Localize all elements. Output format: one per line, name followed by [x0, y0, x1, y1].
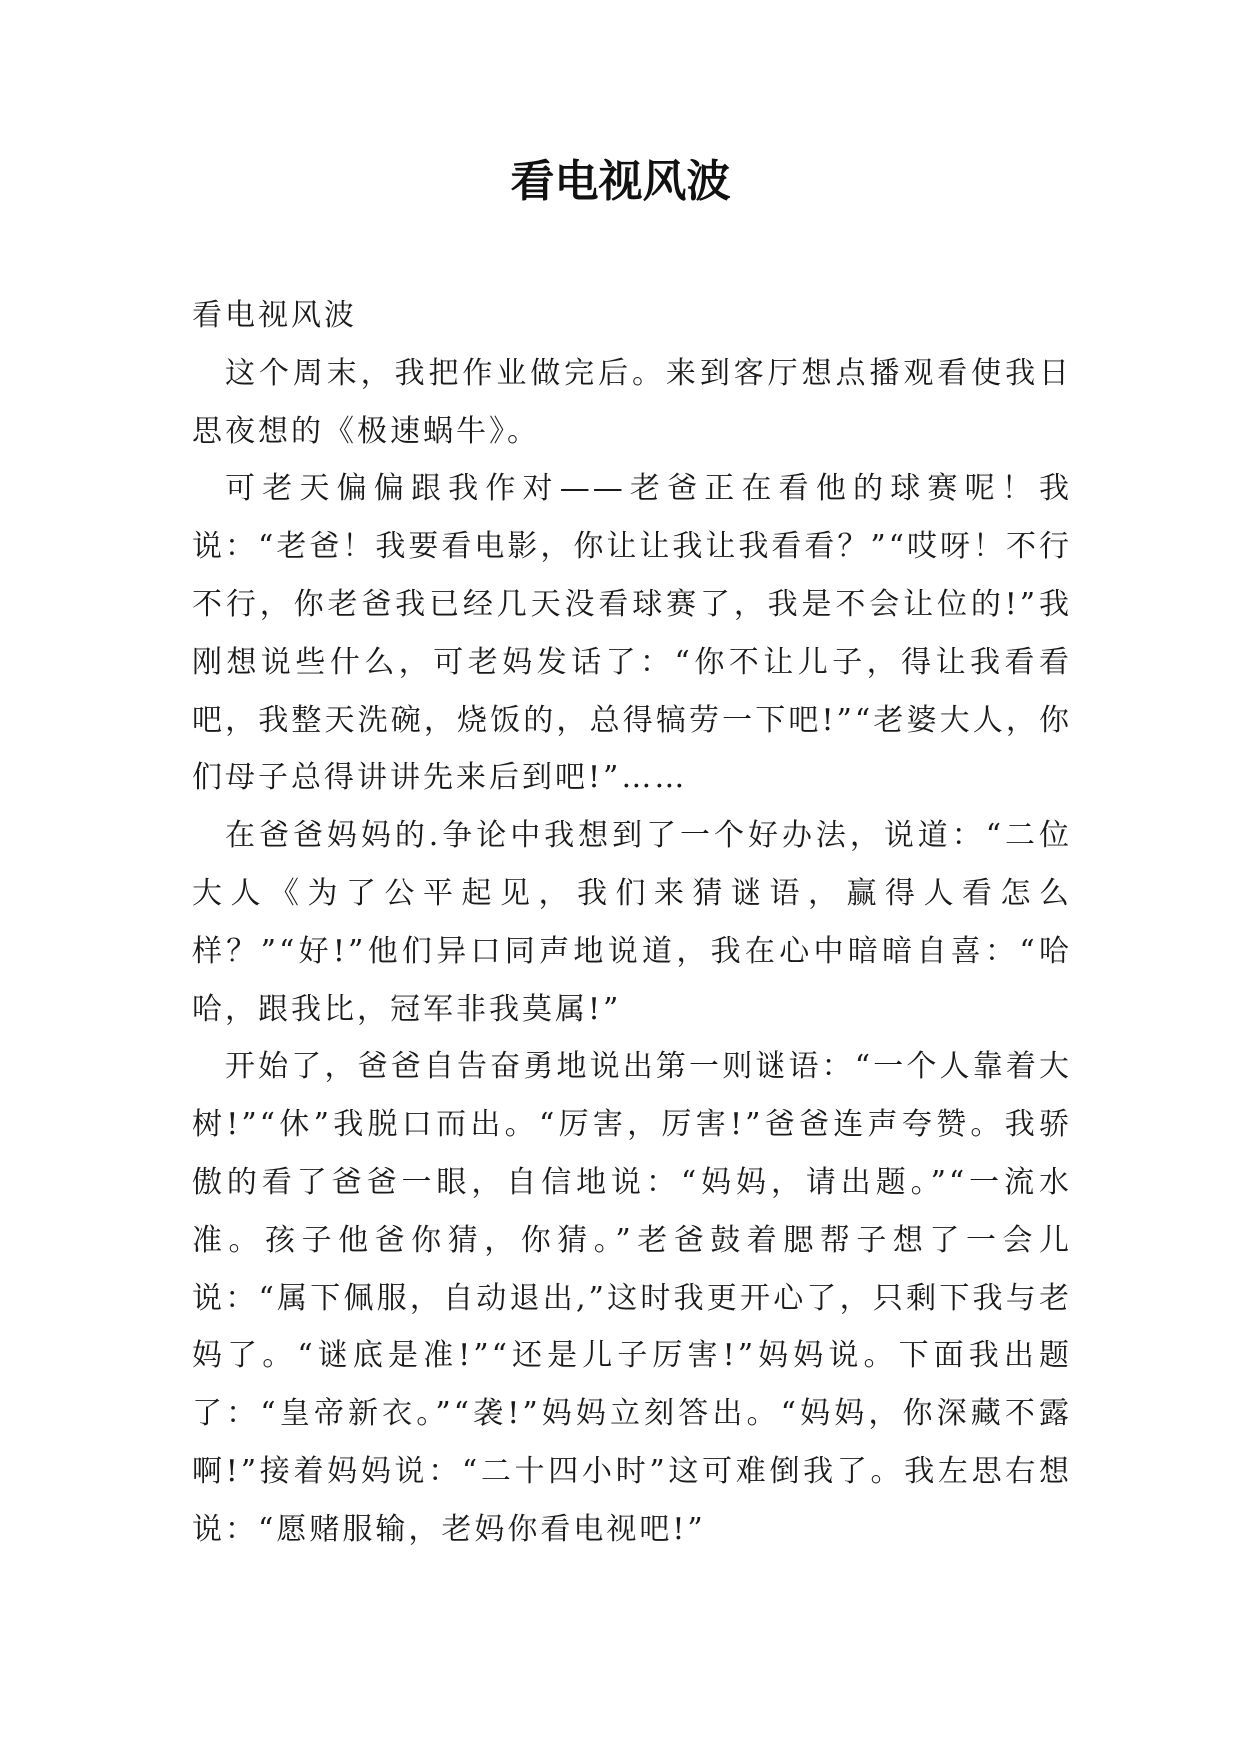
paragraph: 这个周末，我把作业做完后。来到客厅想点播观看使我日思夜想的《极速蜗牛》。 [192, 355, 1072, 449]
paragraph: 在爸爸妈妈的.争论中我想到了一个好办法，说道：“二位大人《为了公平起见，我们来猜谜语，赢得人看怎么样？”“好!”他们异口同声地说道，我在心中暗暗自喜：“哈哈，跟我比，冠军非我莫属!” [192, 818, 1072, 1027]
paragraph: 开始了，爸爸自告奋勇地说出第一则谜语：“一个人靠着大树!”“休”我脱口而出。“厉害，厉害!”爸爸连声夸赞。我骄傲的看了爸爸一眼，自信地说：“妈妈，请出题。”“一流水准。孩子他爸你猜，你猜。”老爸鼓着腮帮子想了一会儿说：“属下佩服，自动退出,”这时我更开心了，只剩下我与老妈了。“谜底是准!”“还是儿子厉害!”妈妈说。下面我出题了：“皇帝新衣。”“袭!”妈妈立刻答出。“妈妈，你深藏不露啊!”接着妈妈说：“二十四小时”这可难倒我了。我左思右想说：“愿赌服输，老妈你看电视吧!” [192, 1049, 1072, 1547]
document-body [192, 287, 1072, 1559]
document-title: 看电视风波 [510, 156, 731, 207]
document-subtitle: 看电视风波 [192, 298, 357, 333]
paragraph: 可老天偏偏跟我作对——老爸正在看他的球赛呢！我说：“老爸！我要看电影，你让让我让我看看？”“哎呀！不行不行，你老爸我已经几天没看球赛了，我是不会让位的!”我刚想说些什么，可老妈发话了：“你不让儿子，得让我看看吧，我整天洗碗，烧饭的，总得犒劳一下吧!”“老婆大人，你们母子总得讲讲先来后到吧!”…… [192, 471, 1073, 796]
